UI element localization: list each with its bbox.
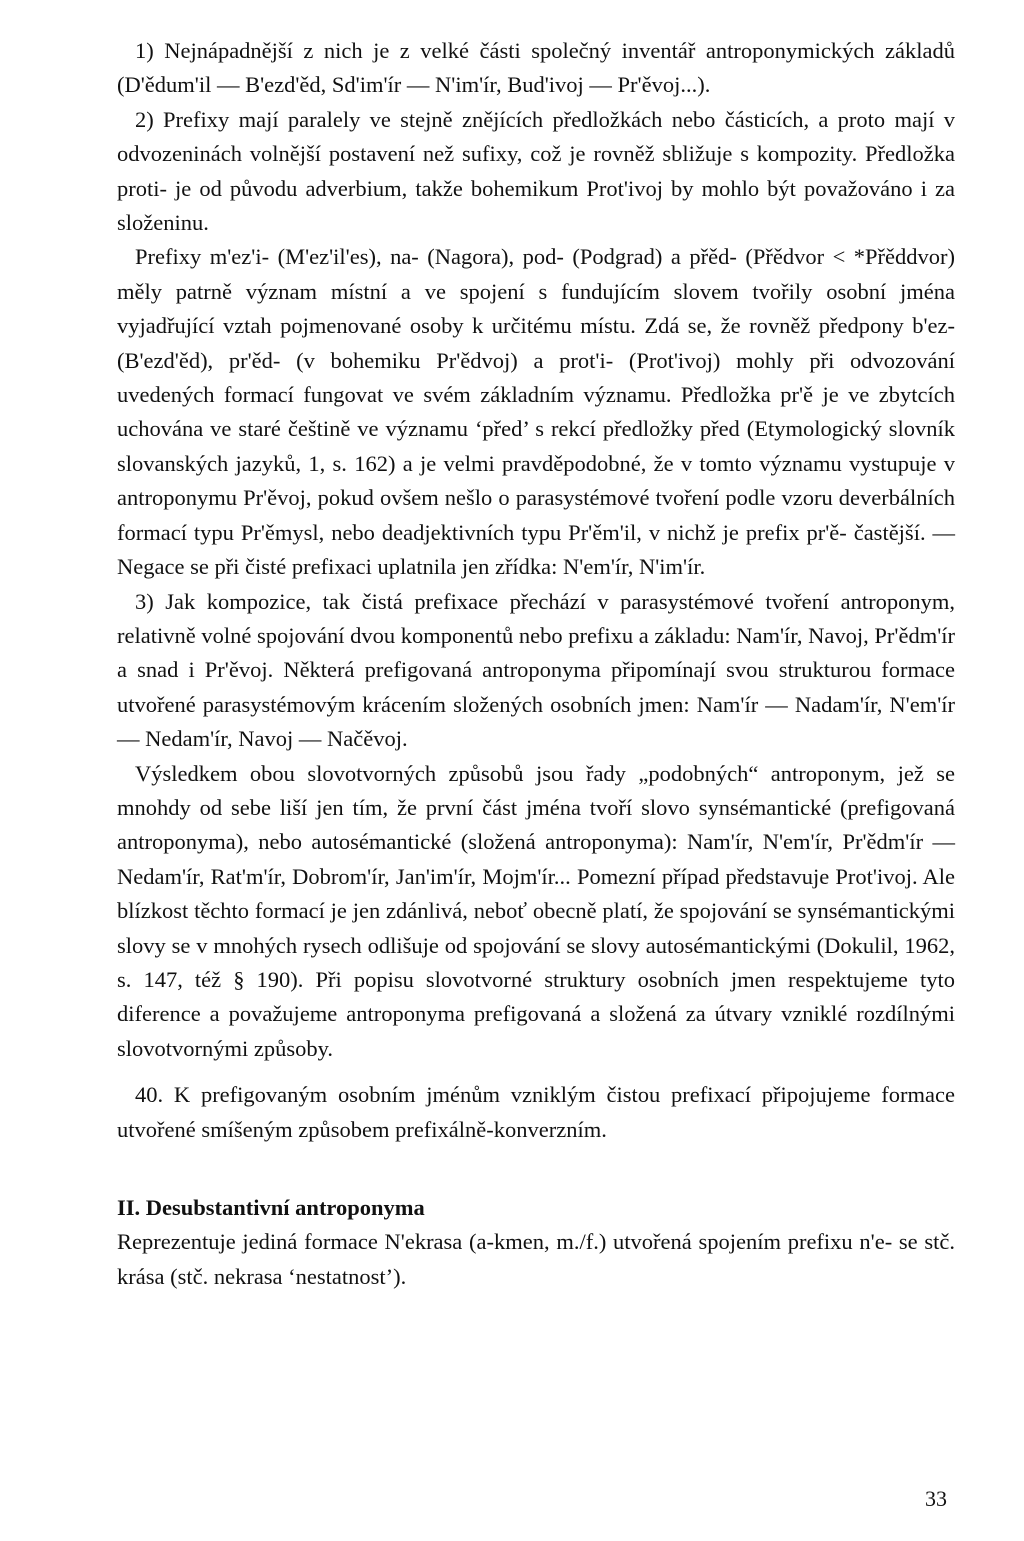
- paragraph-5: Výsledkem obou slovotvorných způsobů jsou řady „podobných“ antroponym, jež se mnohdy od sebe liší jen tím, že první část jména tvoří slovo synsémantické (prefigovaná antroponyma), nebo autosémantické (složená antroponyma): Nam'ír, N'em'ír, Pr'ědm'ír — Nedam'ír, Rat'm'ír, Dobrom'ír, Jan'im'ír, Mojm'ír... Pomezní případ představuje Prot'ivoj. Ale blízkost těchto formací je jen zdánlivá, neboť obecně platí, že spojování se synsémantickými slovy se v mnohých rysech odlišuje od spojování se slovy autosémantickými (Dokulil, 1962, s. 147, též § 190). Při popisu slovotvorné struktury osobních jmen respektujeme tyto diference a považujeme antroponyma prefigovaná a složená za útvary vzniklé rozdílnými slovotvornými způsoby.: [117, 760, 955, 1061]
- paragraph-6: 40. K prefigovaným osobním jménům vzniklým čistou prefixací připojujeme formace utvořené smíšeným způsobem prefixálně-konverzním.: [117, 1082, 955, 1142]
- paragraph-4: 3) Jak kompozice, tak čistá prefixace přechází v parasystémové tvoření antroponym, relativně volné spojování dvou komponentů nebo prefixu a základu: Nam'ír, Navoj, Pr'ědm'ír a snad i Pr'ěvoj. Některá prefigovaná antroponyma připomínají svou strukturou formace utvořené parasystémovým krácením složených osobních jmen: Nam'ír — Nadam'ír, N'em'ír — Nedam'ír, Navoj — Načěvoj.: [117, 588, 955, 752]
- paragraph-1: 1) Nejnápadnější z nich je z velké části společný inventář antroponymických základů (D'ědum'il — B'ezd'ěd, Sd'im'ír — N'im'ír, Bud'ivoj — Pr'ěvoj...).: [117, 38, 955, 98]
- paragraph-2: 2) Prefixy mají paralely ve stejně znějících předložkách nebo částicích, a proto mají v odvozeninách volnější postavení než sufixy, což je rovněž sbližuje s kompozity. Předložka proti- je od původu adverbium, takže bohemikum Prot'ivoj by mohlo být považováno i za složeninu.: [117, 106, 955, 236]
- page-text: [117, 34, 955, 1294]
- page-number: 33: [925, 1486, 947, 1511]
- section-heading: II. Desubstantivní antroponyma: [117, 1195, 425, 1220]
- paragraph-3: Prefixy m'ez'i- (M'ez'il'es), na- (Nagora), pod- (Podgrad) a přěd- (Přědvor < *Přěddvor) měly patrně význam místní a ve spojení s fundujícím slovem tvořily osobní jména vyjadřující vztah pojmenované osoby k určitému místu. Zdá se, že rovněž předpony b'ez- (B'ezd'ěd), pr'ěd- (v bohemiku Pr'ědvoj) a prot'i- (Prot'ivoj) mohly při odvozování uvedených formací fungovat ve svém základním významu. Předložka pr'ě je ve zbytcích uchována ve staré češtině ve významu ‘před’ s rekcí předložky před (Etymologický slovník slovanských jazyků, 1, s. 162) a je velmi pravděpodobné, že v tomto významu vystupuje v antroponymu Pr'ěvoj, pokud ovšem nešlo o parasystémové tvoření podle vzoru deverbálních formací typu Pr'ěmysl, nebo deadjektivních typu Pr'ěm'il, v nichž je prefix pr'ě- častější. — Negace se při čisté prefixaci uplatnila jen zřídka: N'em'ír, N'im'ír.: [117, 244, 955, 580]
- paragraph-final: Reprezentuje jediná formace N'ekrasa (a-kmen, m./f.) utvořená spojením prefixu n'e- se stč. krása (stč. nekrasa ‘nestatnost’).: [117, 1229, 955, 1289]
